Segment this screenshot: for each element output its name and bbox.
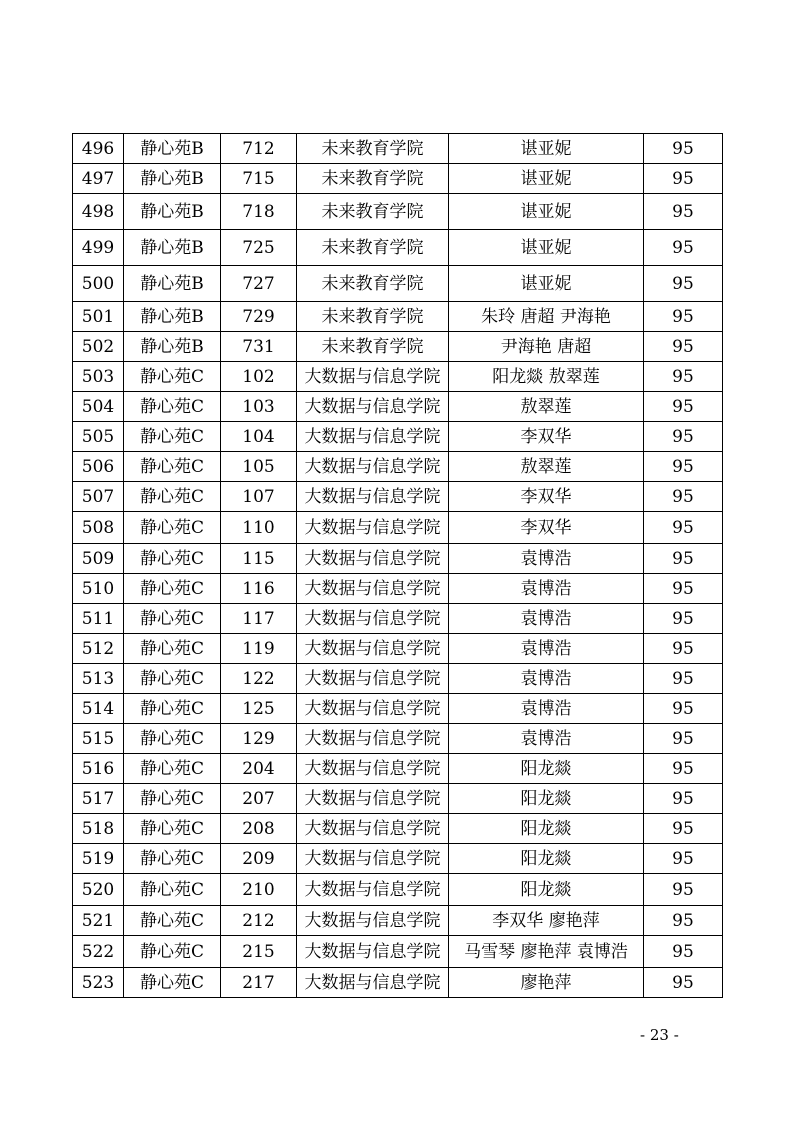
person-names-cell: 李双华 (449, 482, 644, 512)
room-number-cell: 725 (221, 230, 297, 266)
college-name-cell: 未来教育学院 (297, 164, 449, 194)
person-names-cell: 阳龙燚 敖翠莲 (449, 362, 644, 392)
room-number-cell: 102 (221, 362, 297, 392)
room-number-cell: 207 (221, 784, 297, 814)
building-name-cell: 静心苑C (124, 784, 221, 814)
row-number-cell: 518 (73, 814, 124, 844)
score-cell: 95 (644, 422, 723, 452)
row-number-cell: 522 (73, 936, 124, 968)
row-number-cell: 507 (73, 482, 124, 512)
college-name-cell: 大数据与信息学院 (297, 392, 449, 422)
row-number-cell: 521 (73, 906, 124, 936)
row-number-cell: 519 (73, 844, 124, 874)
score-cell: 95 (644, 332, 723, 362)
room-number-cell: 129 (221, 724, 297, 754)
building-name-cell: 静心苑C (124, 544, 221, 574)
table-row (73, 266, 723, 302)
row-number-cell: 511 (73, 604, 124, 634)
person-names-cell: 袁博浩 (449, 694, 644, 724)
row-number-cell: 499 (73, 230, 124, 266)
building-name-cell: 静心苑C (124, 936, 221, 968)
score-cell: 95 (644, 936, 723, 968)
building-name-cell: 静心苑C (124, 724, 221, 754)
room-number-cell: 208 (221, 814, 297, 844)
college-name-cell: 大数据与信息学院 (297, 482, 449, 512)
building-name-cell: 静心苑C (124, 392, 221, 422)
person-names-cell: 阳龙燚 (449, 874, 644, 906)
row-number-cell: 516 (73, 754, 124, 784)
table-row (73, 724, 723, 754)
person-names-cell: 袁博浩 (449, 664, 644, 694)
dormitory-score-table (72, 133, 723, 998)
college-name-cell: 未来教育学院 (297, 266, 449, 302)
row-number-cell: 501 (73, 302, 124, 332)
table-row (73, 936, 723, 968)
score-cell: 95 (644, 362, 723, 392)
person-names-cell: 敖翠莲 (449, 392, 644, 422)
table-row (73, 574, 723, 604)
row-number-cell: 509 (73, 544, 124, 574)
table-row (73, 422, 723, 452)
college-name-cell: 大数据与信息学院 (297, 936, 449, 968)
score-cell: 95 (644, 814, 723, 844)
college-name-cell: 大数据与信息学院 (297, 844, 449, 874)
table-row (73, 452, 723, 482)
table-row (73, 544, 723, 574)
room-number-cell: 116 (221, 574, 297, 604)
college-name-cell: 大数据与信息学院 (297, 574, 449, 604)
room-number-cell: 103 (221, 392, 297, 422)
building-name-cell: 静心苑C (124, 754, 221, 784)
score-cell: 95 (644, 574, 723, 604)
table-row (73, 694, 723, 724)
building-name-cell: 静心苑C (124, 814, 221, 844)
table-row (73, 754, 723, 784)
person-names-cell: 朱玲 唐超 尹海艳 (449, 302, 644, 332)
building-name-cell: 静心苑C (124, 604, 221, 634)
score-cell: 95 (644, 694, 723, 724)
building-name-cell: 静心苑C (124, 906, 221, 936)
building-name-cell: 静心苑C (124, 694, 221, 724)
row-number-cell: 498 (73, 194, 124, 230)
score-cell: 95 (644, 230, 723, 266)
person-names-cell: 袁博浩 (449, 604, 644, 634)
building-name-cell: 静心苑C (124, 844, 221, 874)
room-number-cell: 105 (221, 452, 297, 482)
college-name-cell: 未来教育学院 (297, 230, 449, 266)
row-number-cell: 515 (73, 724, 124, 754)
room-number-cell: 104 (221, 422, 297, 452)
college-name-cell: 大数据与信息学院 (297, 512, 449, 544)
building-name-cell: 静心苑C (124, 664, 221, 694)
table-row (73, 362, 723, 392)
room-number-cell: 210 (221, 874, 297, 906)
person-names-cell: 阳龙燚 (449, 784, 644, 814)
building-name-cell: 静心苑C (124, 574, 221, 604)
score-cell: 95 (644, 302, 723, 332)
college-name-cell: 大数据与信息学院 (297, 874, 449, 906)
college-name-cell: 未来教育学院 (297, 302, 449, 332)
room-number-cell: 715 (221, 164, 297, 194)
college-name-cell: 大数据与信息学院 (297, 664, 449, 694)
building-name-cell: 静心苑C (124, 874, 221, 906)
person-names-cell: 李双华 (449, 422, 644, 452)
row-number-cell: 514 (73, 694, 124, 724)
room-number-cell: 217 (221, 968, 297, 998)
row-number-cell: 497 (73, 164, 124, 194)
row-number-cell: 504 (73, 392, 124, 422)
table-row (73, 164, 723, 194)
person-names-cell: 敖翠莲 (449, 452, 644, 482)
building-name-cell: 静心苑C (124, 968, 221, 998)
score-cell: 95 (644, 134, 723, 164)
building-name-cell: 静心苑B (124, 302, 221, 332)
table-row (73, 844, 723, 874)
room-number-cell: 125 (221, 694, 297, 724)
person-names-cell: 廖艳萍 (449, 968, 644, 998)
table-row (73, 814, 723, 844)
room-number-cell: 204 (221, 754, 297, 784)
building-name-cell: 静心苑B (124, 194, 221, 230)
score-cell: 95 (644, 968, 723, 998)
score-cell: 95 (644, 266, 723, 302)
building-name-cell: 静心苑B (124, 230, 221, 266)
person-names-cell: 袁博浩 (449, 634, 644, 664)
score-cell: 95 (644, 784, 723, 814)
score-cell: 95 (644, 512, 723, 544)
row-number-cell: 508 (73, 512, 124, 544)
room-number-cell: 107 (221, 482, 297, 512)
person-names-cell: 阳龙燚 (449, 754, 644, 784)
college-name-cell: 大数据与信息学院 (297, 784, 449, 814)
score-cell: 95 (644, 544, 723, 574)
page-number: - 23 - (640, 1026, 679, 1044)
table-row (73, 784, 723, 814)
table-row (73, 906, 723, 936)
person-names-cell: 袁博浩 (449, 724, 644, 754)
building-name-cell: 静心苑C (124, 452, 221, 482)
building-name-cell: 静心苑C (124, 482, 221, 512)
building-name-cell: 静心苑C (124, 512, 221, 544)
college-name-cell: 大数据与信息学院 (297, 422, 449, 452)
row-number-cell: 523 (73, 968, 124, 998)
building-name-cell: 静心苑B (124, 332, 221, 362)
table-row (73, 604, 723, 634)
college-name-cell: 大数据与信息学院 (297, 452, 449, 482)
table-body (73, 134, 723, 998)
table-row (73, 482, 723, 512)
room-number-cell: 119 (221, 634, 297, 664)
room-number-cell: 209 (221, 844, 297, 874)
college-name-cell: 大数据与信息学院 (297, 362, 449, 392)
row-number-cell: 502 (73, 332, 124, 362)
table-row (73, 332, 723, 362)
score-cell: 95 (644, 634, 723, 664)
score-cell: 95 (644, 482, 723, 512)
building-name-cell: 静心苑B (124, 266, 221, 302)
table-row (73, 302, 723, 332)
room-number-cell: 727 (221, 266, 297, 302)
person-names-cell: 谌亚妮 (449, 134, 644, 164)
college-name-cell: 大数据与信息学院 (297, 968, 449, 998)
college-name-cell: 大数据与信息学院 (297, 544, 449, 574)
college-name-cell: 大数据与信息学院 (297, 906, 449, 936)
college-name-cell: 大数据与信息学院 (297, 694, 449, 724)
college-name-cell: 未来教育学院 (297, 194, 449, 230)
score-cell: 95 (644, 724, 723, 754)
room-number-cell: 110 (221, 512, 297, 544)
score-cell: 95 (644, 452, 723, 482)
score-cell: 95 (644, 164, 723, 194)
score-cell: 95 (644, 754, 723, 784)
score-cell: 95 (644, 604, 723, 634)
person-names-cell: 袁博浩 (449, 544, 644, 574)
person-names-cell: 马雪琴 廖艳萍 袁博浩 (449, 936, 644, 968)
score-cell: 95 (644, 194, 723, 230)
row-number-cell: 517 (73, 784, 124, 814)
room-number-cell: 122 (221, 664, 297, 694)
row-number-cell: 520 (73, 874, 124, 906)
table-row (73, 634, 723, 664)
building-name-cell: 静心苑B (124, 164, 221, 194)
college-name-cell: 大数据与信息学院 (297, 754, 449, 784)
college-name-cell: 大数据与信息学院 (297, 634, 449, 664)
row-number-cell: 496 (73, 134, 124, 164)
person-names-cell: 谌亚妮 (449, 194, 644, 230)
row-number-cell: 513 (73, 664, 124, 694)
person-names-cell: 阳龙燚 (449, 844, 644, 874)
row-number-cell: 503 (73, 362, 124, 392)
room-number-cell: 215 (221, 936, 297, 968)
room-number-cell: 212 (221, 906, 297, 936)
table-row (73, 512, 723, 544)
score-cell: 95 (644, 664, 723, 694)
college-name-cell: 未来教育学院 (297, 332, 449, 362)
score-cell: 95 (644, 392, 723, 422)
room-number-cell: 712 (221, 134, 297, 164)
college-name-cell: 大数据与信息学院 (297, 724, 449, 754)
score-cell: 95 (644, 844, 723, 874)
table-row (73, 134, 723, 164)
person-names-cell: 尹海艳 唐超 (449, 332, 644, 362)
building-name-cell: 静心苑C (124, 422, 221, 452)
table-row (73, 664, 723, 694)
building-name-cell: 静心苑C (124, 634, 221, 664)
college-name-cell: 大数据与信息学院 (297, 604, 449, 634)
person-names-cell: 谌亚妮 (449, 164, 644, 194)
table-row (73, 392, 723, 422)
table-row (73, 968, 723, 998)
table-row (73, 874, 723, 906)
room-number-cell: 115 (221, 544, 297, 574)
room-number-cell: 729 (221, 302, 297, 332)
table-row (73, 230, 723, 266)
room-number-cell: 731 (221, 332, 297, 362)
room-number-cell: 117 (221, 604, 297, 634)
table-row (73, 194, 723, 230)
person-names-cell: 阳龙燚 (449, 814, 644, 844)
row-number-cell: 512 (73, 634, 124, 664)
college-name-cell: 大数据与信息学院 (297, 814, 449, 844)
score-cell: 95 (644, 874, 723, 906)
person-names-cell: 袁博浩 (449, 574, 644, 604)
college-name-cell: 未来教育学院 (297, 134, 449, 164)
person-names-cell: 李双华 廖艳萍 (449, 906, 644, 936)
building-name-cell: 静心苑C (124, 362, 221, 392)
score-cell: 95 (644, 906, 723, 936)
person-names-cell: 谌亚妮 (449, 230, 644, 266)
row-number-cell: 510 (73, 574, 124, 604)
person-names-cell: 谌亚妮 (449, 266, 644, 302)
row-number-cell: 506 (73, 452, 124, 482)
building-name-cell: 静心苑B (124, 134, 221, 164)
room-number-cell: 718 (221, 194, 297, 230)
row-number-cell: 500 (73, 266, 124, 302)
person-names-cell: 李双华 (449, 512, 644, 544)
row-number-cell: 505 (73, 422, 124, 452)
